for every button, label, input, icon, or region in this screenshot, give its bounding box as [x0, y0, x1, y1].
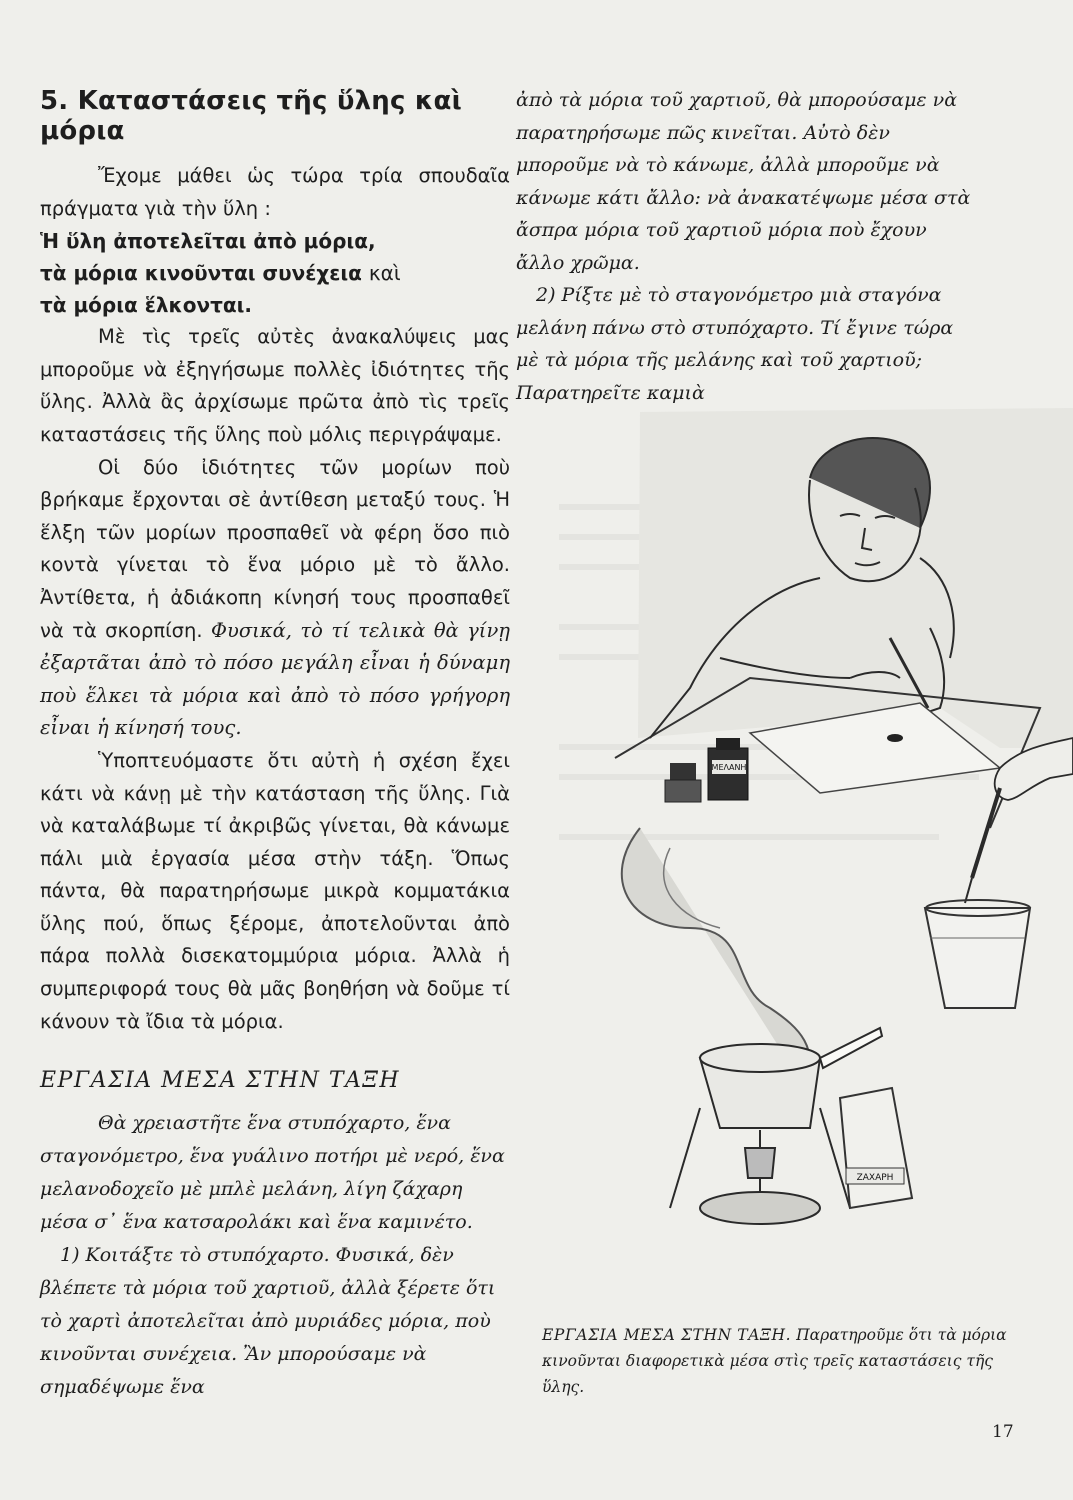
left-column	[40, 86, 510, 1404]
key-fact-2	[40, 257, 510, 289]
ink-blot	[887, 734, 903, 742]
paragraph-discoveries: Μὲ τὶς τρεῖς αὐτὲς ἀνακαλύψεις μας μποροῦμε νὰ ἐξηγήσωμε πολλὲς ἰδιότητες τῆς ὕλης. Ἀλλὰ ἂς ἀρχίσωμε πρῶτα ἀπὸ τὶς τρεῖς καταστάσεις τῆς ὕλης ποὺ μόλις περιγράψαμε.	[40, 325, 510, 446]
step-1-paragraph: 1) Κοιτάξτε τὸ στυπόχαρτο. Φυσικά, δὲν βλέπετε τὰ μόρια τοῦ χαρτιοῦ, ἀλλὰ ξέρετε ὅτι τὸ χαρτὶ ἀποτελεῖται ἀπὸ μυριάδες μόρια, ποὺ κινοῦνται συνέχεια. Ἂν μπορούσαμε νὰ σημαδέψωμε ἕνα	[40, 1244, 496, 1399]
caption-head: ΕΡΓΑΣΙΑ ΜΕΣΑ ΣΤΗΝ ΤΑΞΗ.	[542, 1326, 792, 1344]
caption-text: Παρατηροῦμε ὅτι τὰ μόρια κινοῦνται διαφορετικὰ μέσα στὶς τρεῖς καταστάσεις τῆς ὕλης.	[542, 1326, 1007, 1396]
key-fact-3: τὰ μόρια ἕλκονται.	[40, 293, 252, 318]
paragraph-opposition-upright: Οἱ δύο ἰδιότητες τῶν μορίων ποὺ βρήκαμε ἔρχονται σὲ ἀντίθεση μεταξύ τους. Ἡ ἕλξη τῶν μορίων προσπαθεῖ νὰ φέρη ὅσο πιὸ κοντὰ γίνεται τὸ ἕνα μόριο μὲ τὸ ἄλλο. Ἀντίθετα, ἡ ἀδιάκοπη κίνησή τους προσπαθεῖ νὰ τὰ σκορπίση.	[40, 455, 510, 642]
materials-paragraph: Θὰ χρειαστῆτε ἕνα στυπόχαρτο, ἕνα σταγονόμετρο, ἕνα γυάλινο ποτήρι μὲ νερό, ἕνα μελανοδοχεῖο μὲ μπλὲ μελάνη, λίγη ζάχαρη μέσα σ᾽ ἕνα κατσαρολάκι καὶ ἕνα καμινέτο.	[40, 1112, 505, 1234]
paragraph-continuation: ἀπὸ τὰ μόρια τοῦ χαρτιοῦ, θὰ μπορούσαμε νὰ παρατηρήσωμε πῶς κινεῖται. Αὐτὸ δὲν μποροῦμε νὰ τὸ κάνωμε, ἀλλὰ μποροῦμε νὰ κάνωμε κάτι ἄλλο: νὰ ἀνακατέψωμε μέσα στὰ ἄσπρα μόρια τοῦ χαρτιοῦ μόρια ποὺ ἔχουν ἄλλο χρῶμα.	[516, 89, 971, 274]
sugar-label: ΖΑΧΑΡΗ	[856, 1173, 894, 1183]
experiment-illustration	[520, 408, 1073, 1308]
figure-caption	[542, 1322, 1020, 1400]
key-fact-2-conj: καὶ	[368, 261, 401, 286]
paragraph-intro: Ἔχομε μάθει ὡς τώρα τρία σπουδαῖα πράγματα γιὰ τὴν ὕλη :	[40, 164, 510, 220]
paragraph-opposition	[40, 452, 510, 745]
paragraph-suspicion: Ὑποπτευόμαστε ὅτι αὐτὴ ἡ σχέση ἔχει κάτι νὰ κάνῃ μὲ τὴν κατάσταση τῆς ὕλης. Γιὰ νὰ καταλάβωμε τί ἀκριβῶς γίνεται, θὰ κάνωμε πάλι μιὰ ἐργασία μέσα στὴν τάξη. Ὅπως πάντα, θὰ παρατηρήσωμε μικρὰ κομματάκια ὕλης πού, ὅπως ξέρομε, ἀποτελοῦνται ἀπὸ πάρα πολλὰ δισεκατομμύρια μόρια. Ἀλλὰ ἡ συμπεριφορά τους θὰ μᾶς βοηθήση νὰ δοῦμε τί κάνουν τὰ ἴδια τὰ μόρια.	[40, 748, 510, 1033]
key-fact-1: Ἡ ὕλη ἀποτελεῖται ἀπὸ μόρια,	[40, 229, 376, 254]
key-fact-2-text: τὰ μόρια κινοῦνται συνέχεια	[40, 261, 362, 286]
classroom-work-title: ΕΡΓΑΣΙΑ ΜΕΣΑ ΣΤΗΝ ΤΑΞΗ	[40, 1068, 401, 1094]
ink-label: ΜΕΛΑΝΗ	[711, 763, 747, 772]
paragraph-opposition-italic: Φυσικά, τὸ τί τελικὰ θὰ γίνῃ ἐξαρτᾶται ἀπὸ τὸ πόσο μεγάλη εἶναι ἡ δύναμη ποὺ ἕλκει τὰ μόρια καὶ ἀπὸ τὸ πόσο γρήγορη εἶναι ἡ κίνησή τους.	[40, 618, 510, 740]
right-column	[516, 84, 976, 409]
inkwell	[665, 738, 748, 802]
step-2-paragraph: 2) Ρίξτε μὲ τὸ σταγονόμετρο μιὰ σταγόνα μελάνη πάνω στὸ στυπόχαρτο. Τί ἔγινε τώρα μὲ τὰ μόρια τῆς μελάνης καὶ τοῦ χαρτιοῦ; Παρατηρεῖτε καμιὰ	[516, 284, 954, 404]
page-number: 17	[992, 1422, 1014, 1442]
sugar-bag	[840, 1088, 912, 1208]
water-glass	[925, 900, 1030, 1008]
section-heading: 5. Καταστάσεις τῆς ὕλης καὶ μόρια	[40, 86, 462, 146]
